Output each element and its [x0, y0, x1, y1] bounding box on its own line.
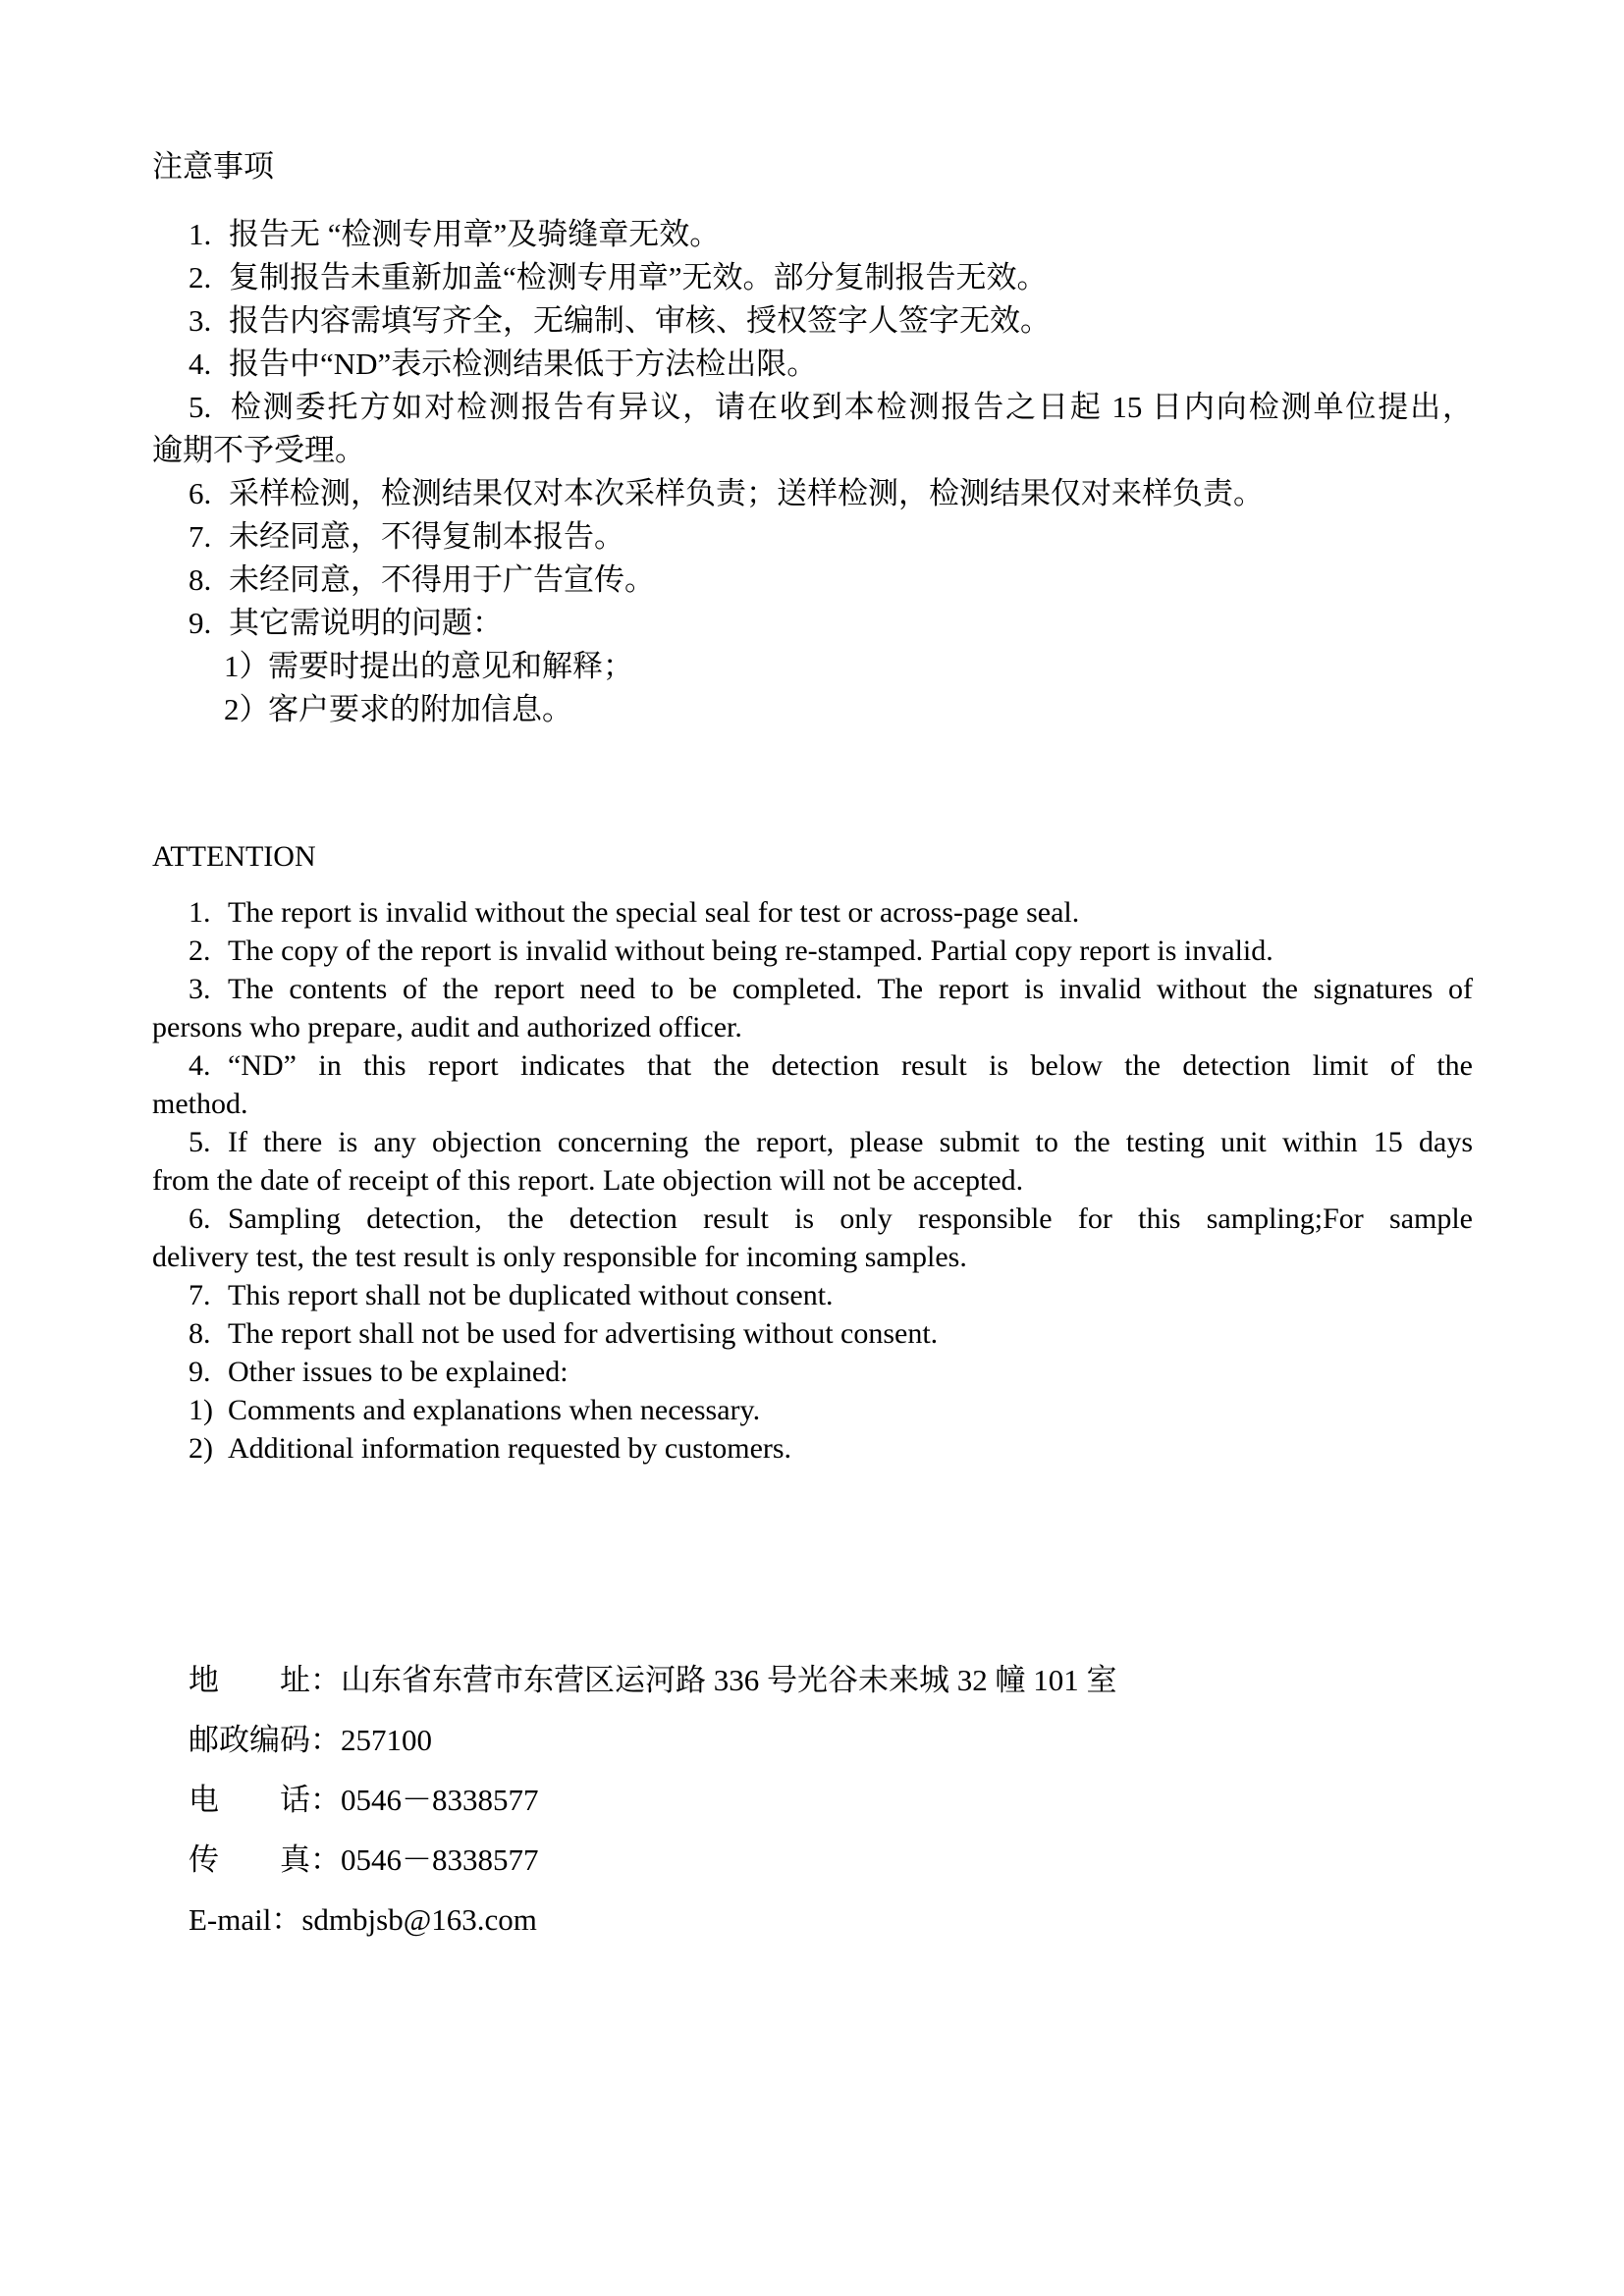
notice-cn-title: 注意事项	[152, 149, 274, 184]
notice-en-item-3-continued	[152, 1008, 1473, 1046]
notice-en-item-1	[152, 893, 1473, 932]
item-number: 5.	[189, 390, 212, 424]
item-text: 报告中“ND”表示检测结果低于方法检出限。	[229, 347, 818, 381]
item-text: Sampling detection, the detection result is only responsible for this sampling;For sample	[228, 1202, 1473, 1235]
notice-cn-item-8	[152, 559, 1473, 602]
notice-en-item-5	[152, 1123, 1473, 1161]
item-text: 复制报告未重新加盖“检测专用章”无效。部分复制报告无效。	[229, 260, 1048, 294]
notice-cn-item-3	[152, 299, 1473, 343]
contact-row-fax	[152, 1839, 1473, 1882]
notice-en-item-9	[152, 1353, 1473, 1391]
item-text: If there is any objection concerning the report, please submit to the testing unit within 15 days	[228, 1126, 1473, 1158]
item-number: 3.	[189, 303, 212, 338]
notice-cn-item-6	[152, 472, 1473, 515]
notice-en-item-6	[152, 1200, 1473, 1238]
address-label: 地 址：	[189, 1663, 341, 1697]
page-content	[0, 145, 1624, 1942]
item-text: Additional information requested by customers.	[228, 1432, 792, 1465]
notice-en-item-8	[152, 1314, 1473, 1353]
item-text: Other issues to be explained:	[228, 1356, 568, 1388]
notice-en-item-4-continued	[152, 1085, 1473, 1123]
item-number: 9.	[189, 606, 212, 640]
item-text: The copy of the report is invalid without being re-stamped. Partial copy report is invalid.	[228, 934, 1273, 967]
item-number: 1.	[189, 217, 212, 251]
notice-en-subitem-2	[152, 1429, 1473, 1468]
postcode-value: 257100	[341, 1723, 432, 1757]
item-text: The contents of the report need to be completed. The report is invalid without the signatures of	[228, 973, 1473, 1005]
phone-value: 0546－8338577	[341, 1783, 539, 1817]
item-number: 2.	[189, 260, 212, 294]
notice-cn-item-1	[152, 213, 1473, 256]
item-number: 6.	[189, 1202, 211, 1235]
item-number: 1.	[189, 896, 211, 929]
contact-row-address	[152, 1659, 1473, 1702]
item-text: 报告无 “检测专用章”及骑缝章无效。	[229, 217, 721, 251]
fax-value: 0546－8338577	[341, 1842, 539, 1877]
item-number: 2)	[189, 1432, 213, 1465]
item-text: This report shall not be duplicated without consent.	[228, 1279, 834, 1311]
notice-cn-item-2	[152, 256, 1473, 299]
contact-row-email	[152, 1898, 1473, 1942]
item-text: 其它需说明的问题：	[229, 606, 503, 640]
phone-label: 电 话：	[189, 1783, 341, 1817]
postcode-label: 邮政编码：	[189, 1723, 341, 1757]
notice-cn-item-4	[152, 343, 1473, 386]
item-number: 1)	[189, 1394, 213, 1426]
notice-en-item-5-continued	[152, 1161, 1473, 1200]
item-text: persons who prepare, audit and authorized officer.	[152, 1011, 742, 1043]
item-text: method.	[152, 1088, 248, 1120]
item-text: 需要时提出的意见和解释；	[268, 649, 633, 683]
notice-cn-subitem-1	[152, 645, 1473, 688]
email-value: sdmbjsb@163.com	[301, 1902, 537, 1937]
item-number: 7.	[189, 1279, 211, 1311]
contact-row-phone	[152, 1779, 1473, 1822]
notice-cn-item-5-continued	[152, 429, 1473, 472]
item-text: 采样检测，检测结果仅对本次采样负责；送样检测，检测结果仅对来样负责。	[229, 476, 1264, 510]
notice-en-item-3	[152, 970, 1473, 1008]
item-text: 逾期不予受理。	[152, 433, 365, 467]
item-text: “ND” in this report indicates that the detection result is below the detection limit of the	[228, 1049, 1473, 1082]
notice-en-item-4	[152, 1046, 1473, 1085]
notice-en-item-7	[152, 1276, 1473, 1314]
item-text: 检测委托方如对检测报告有异议，请在收到本检测报告之日起 15 日内向检测单位提出，	[229, 390, 1473, 424]
contact-info	[152, 1659, 1473, 1942]
item-text: Comments and explanations when necessary.	[228, 1394, 761, 1426]
notice-en-title: ATTENTION	[152, 840, 316, 873]
notice-cn-item-7	[152, 515, 1473, 559]
item-number: 2）	[224, 692, 270, 726]
notice-en-item-2	[152, 932, 1473, 970]
notice-cn-item-5	[152, 386, 1473, 429]
item-number: 4.	[189, 347, 212, 381]
item-text: 未经同意，不得用于广告宣传。	[229, 562, 655, 597]
item-text: delivery test, the test result is only responsible for incoming samples.	[152, 1241, 967, 1273]
item-number: 2.	[189, 934, 211, 967]
item-number: 8.	[189, 562, 212, 597]
item-text: The report shall not be used for advertising without consent.	[228, 1317, 939, 1350]
fax-label: 传 真：	[189, 1842, 341, 1877]
item-text: 未经同意，不得复制本报告。	[229, 519, 624, 554]
item-text: 客户要求的附加信息。	[268, 692, 572, 726]
contact-row-postcode	[152, 1719, 1473, 1762]
item-number: 9.	[189, 1356, 211, 1388]
item-number: 1）	[224, 649, 270, 683]
item-text: The report is invalid without the special seal for test or across-page seal.	[228, 896, 1080, 929]
email-label: E-mail：	[189, 1902, 302, 1937]
item-number: 3.	[189, 973, 211, 1005]
notice-cn-item-9	[152, 602, 1473, 645]
item-number: 8.	[189, 1317, 211, 1350]
item-number: 6.	[189, 476, 212, 510]
notice-en-item-6-continued	[152, 1238, 1473, 1276]
address-value: 山东省东营市东营区运河路 336 号光谷未来城 32 幢 101 室	[341, 1663, 1117, 1697]
item-text: from the date of receipt of this report. Late objection will not be accepted.	[152, 1164, 1024, 1197]
item-number: 4.	[189, 1049, 211, 1082]
item-number: 7.	[189, 519, 212, 554]
item-number: 5.	[189, 1126, 211, 1158]
notice-en-subitem-1	[152, 1391, 1473, 1429]
item-text: 报告内容需填写齐全，无编制、审核、授权签字人签字无效。	[229, 303, 1051, 338]
notice-cn-subitem-2	[152, 688, 1473, 731]
